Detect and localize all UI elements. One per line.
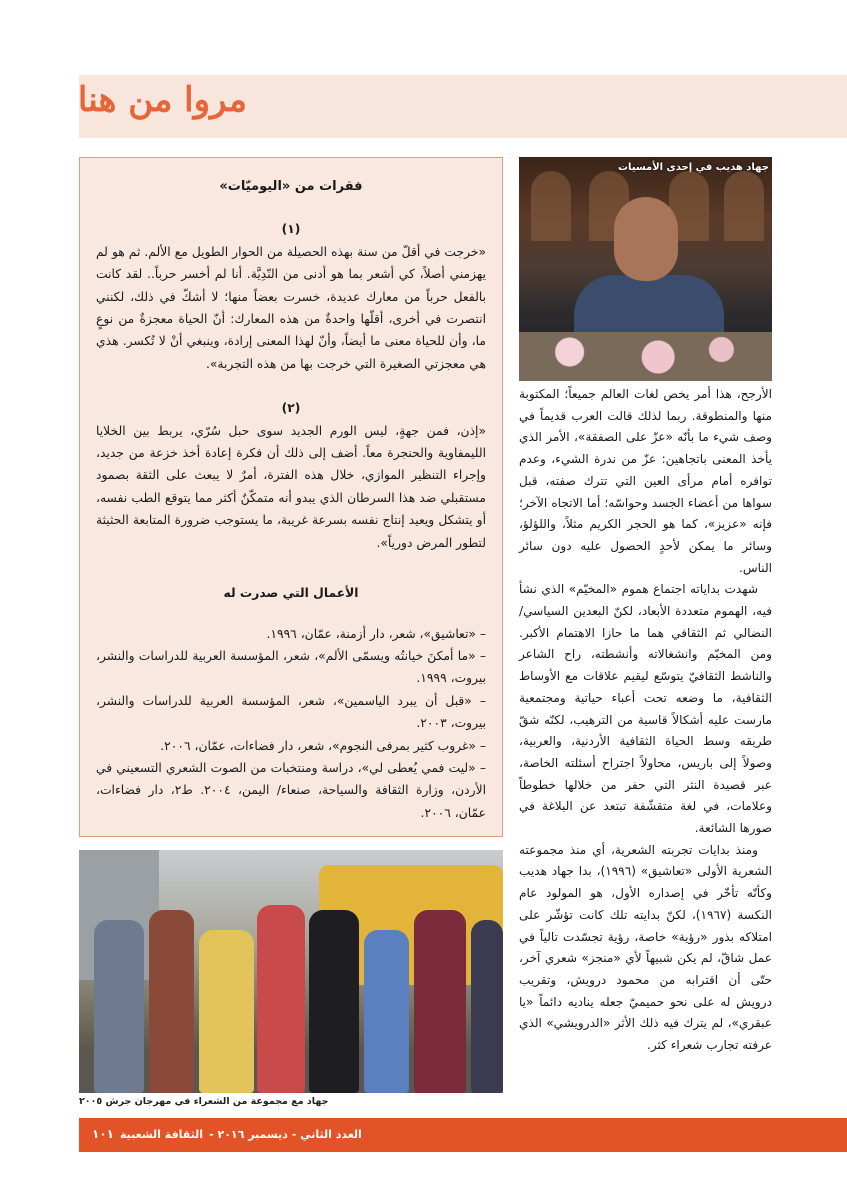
excerpts-box xyxy=(79,157,503,837)
group-photo xyxy=(79,850,503,1093)
page-number: ١٠١ xyxy=(92,1127,114,1141)
excerpt-1-text: «خرجت في أقلّ من سنة بهذه الحصيلة من الحوار الطويل مع الألم. ثم هو لم يهزمني أصلاً، كي أشعر بما هو أدنى من النّدِيَّة. أنا لم أخسر حرباً.. لقد كانت بالفعل حرباً من معارك عديدة، خسرت بعضاً منها؛ لا أشكّ في ذلك، لكنني انتصرت في أخرى، أقلّها واحدةٌ من هذه المعارك: أنّ الحياة معجزةٌ من نوعٍ ما، وأن للحياة معنى ما أيضاً، وأنّ لهذا المعنى إرادة، وينبغي أنْ لا تُكسر. هذي هي معجزتي الصغيرة التي خرجت بها من هذه التجربة». xyxy=(96,244,486,371)
article-paragraph: الأرجح، هذا أمر يخص لغات العالم جميعاً؛ المكتوبة منها والمنطوقة. ربما لذلك قالت العرب قديماً في وصف شيء ما بأنّه «عزّ على الصفقة»، الأمر الذي يأخذ المعنى باتجاهين: عزّ من ندرة الشيء، وعدم توافره أمام مرأى العين التي تترك صفته، قبل سواها من أعضاء الجسد وحواسّه؛ أما الاتجاه الآخر؛ فإنه «عزيز»، كما هو الحجر الكريم مثلاً، واللؤلؤ، وسائر ما يمكن لأحدٍ الحصول عليه دون سائر الناس. xyxy=(519,387,772,575)
footer-issue: العدد الثاني - ديسمبر ٢٠١٦ - xyxy=(209,1127,362,1141)
work-item: – «غروب كثير بمرفى النجوم»، شعر، دار فضاءات، عمّان، ٢٠٠٦. xyxy=(160,738,486,753)
poet-evening-photo xyxy=(519,157,772,381)
footer-magazine: الثقافة الشعبية xyxy=(119,1127,204,1141)
excerpt-1-number: (١) xyxy=(281,222,301,237)
work-item: – «ليت فمي يُعطى لي»، دراسة ومنتخبات من الصوت الشعري التسعيني في الأردن، وزارة الثقافة والسياحة، صنعاء/ اليمن، ٢٠٠٤. ط٢، دار فضاءات، عمّان، ٢٠٠٦. xyxy=(96,760,486,820)
top-photo-caption: جهاد هديب في إحدى الأمسيات xyxy=(617,162,769,173)
section-title: مروا من هنا xyxy=(77,80,247,120)
article-column xyxy=(519,384,772,1057)
work-item: – «ما أمكنَ خيانتُه ويسمّى الألم»، شعر، المؤسسة العربية للدراسات والنشر، بيروت، ١٩٩٩. xyxy=(96,648,486,686)
excerpt-2-text: «إذن، فمن جهةٍ، ليس الورم الجديد سوى حبل سُرّي، يربط بين الخلايا الليمفاوية والحنجرة معاً. أضف إلى ذلك أن فكرة إعادة أخذ خزعة من جديد، وإجراء التنظير الموازي، خلال هذه الفترة، أمرٌ لا يبعث على الثقة بصمود مستقبلي ضد هذا السرطان الذي يبدو أنه متمكّنٌ أكثر مما يتوقع الطب نفسه، أو يتشكل ويعيد إنتاج نفسه بسرعة غريبة، ما يستوجب ضرورة المتابعة الحثيثة لتطور المرض دورياً». xyxy=(96,423,486,550)
work-item: – «قبل أن يبرد الياسمين»، شعر، المؤسسة العربية للدراسات والنشر، بيروت، ٢٠٠٣. xyxy=(96,693,486,731)
footer xyxy=(92,1127,362,1141)
work-item: – «تعاشيق»، شعر، دار أزمنة، عمّان، ١٩٩٦. xyxy=(266,626,486,641)
article-paragraph: ومنذ بدايات تجربته الشعرية، أي منذ مجموعته الشعرية الأولى «تعاشيق» (١٩٩٦)، بدا جهاد هديب وكأنّه تأخّر في إصداره الأول، هو المولود عام النكسة (١٩٦٧)، لكنّ بدايته تلك كانت تؤشّر على امتلاكه بذور «رؤية» خاصة، رؤية تجسّدت تالياً في عمل شاقّ، لم يكن شبيهاً لأي «منجز» شعري آخر، حتّى أن اقترابه من محمود درويش، وتقريب درويش له على نحو حميميّ جعله يناديه دائماً «يا عبقري»، لم يترك فيه ذلك الأثر «الدرويشي» الذي عرفته تجارب شعراء كثر. xyxy=(519,842,772,1053)
group-photo-caption: جهاد مع مجموعة من الشعراء في مهرجان جرش ٢٠٠٥ xyxy=(79,1096,329,1107)
works-title: الأعمال التي صدرت له xyxy=(223,586,359,601)
excerpts-title: فقرات من «اليوميّات» xyxy=(219,179,363,194)
excerpt-2-number: (٢) xyxy=(281,401,301,416)
article-paragraph: شهدت بداياته اجتماع هموم «المخيّم» الذي نشأ فيه، الهموم متعددة الأبعاد، لكنّ البعدين السياسي/ النضالي ثم الثقافي هما ما حازا الاهتمام الأكبر. ومن المخيّم وانشغالاته وأنشطته، راح الشاعر والناشط الثقافيّ يتوسّع ليقيم علاقات مع الأوساط الثقافية، ما وضعه تحت أعباء حياتية ومجتمعية مارست عليه أشكالاً قاسية من الترهيب، لكنّه شقّ طريقه وسط الحياة الثقافية الأردنية، والعربية، وصولاً إلى باريس، محاولاً اجتراح أسئلته الخاصة، عبر قصيدة النثر التي حفر من خلالها خطوطاً وعلامات، في لغة متقشّفة تبتعد عن البلاغة في صورها الشائعة. xyxy=(519,582,772,836)
